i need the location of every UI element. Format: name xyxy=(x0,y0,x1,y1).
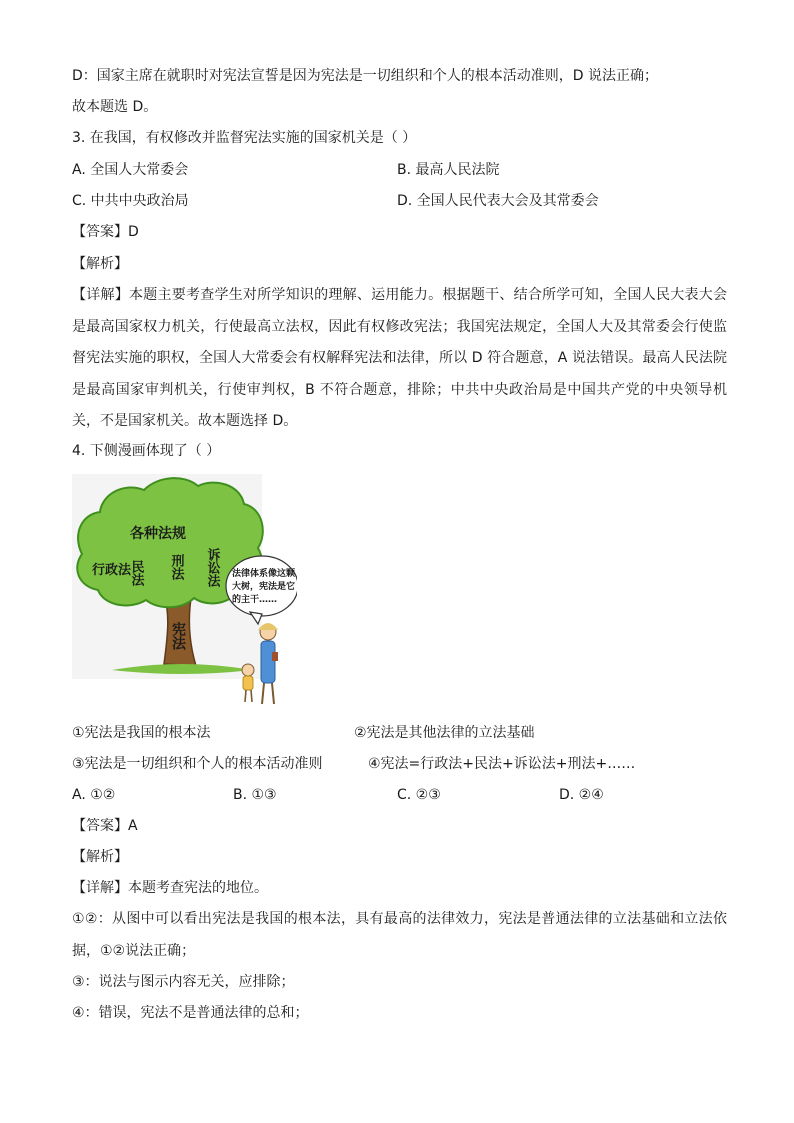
tree-label-criminal-law: 刑法 xyxy=(168,554,184,580)
q3-stem: 3. 在我国，有权修改并监督宪法实施的国家机关是（ ） xyxy=(72,130,417,146)
prev-option-d-explanation: D：国家主席在就职时对宪法宣誓是因为宪法是一切组织和个人的根本活动准则，D 说法正确； xyxy=(72,68,659,84)
tree-label-civil-law: 民法 xyxy=(128,560,144,586)
tree-label-constitution: 宪法 xyxy=(170,622,186,650)
q4-statement-1: ①宪法是我国的根本法 xyxy=(72,725,211,741)
q3-answer: 【答案】D xyxy=(72,224,139,240)
q4-option-b: B. ①③ xyxy=(233,787,277,803)
q4-explain-12: ①②：从图中可以看出宪法是我国的根本法，具有最高的法律效力，宪法是普通法律的立法基础和立法依据，①②说法正确； xyxy=(72,911,727,959)
q4-option-c: C. ②③ xyxy=(397,787,441,803)
law-tree-cartoon xyxy=(72,474,297,710)
tree-label-administrative-law: 行政法 xyxy=(92,563,132,578)
q4-stem: 4. 下侧漫画体现了（ ） xyxy=(72,443,221,459)
q4-statement-4: ④宪法=行政法+民法+诉讼法+刑法+…… xyxy=(368,756,636,772)
q4-option-d: D. ②④ xyxy=(559,787,604,803)
q4-analysis-heading: 【解析】 xyxy=(72,849,128,865)
q3-detail: 【详解】本题主要考查学生对所学知识的理解、运用能力。根据题干、结合所学可知，全国人民大表大会是最高国家权力机关，行使最高立法权，因此有权修改宪法；我国宪法规定，全国人大及其常委会行使监督宪法实施的职权，全国人大常委会有权解释宪法和法律，所以 D 符合题意，A 说法错误。最高人民法院是最高国家审判机关，行使审判权，B 不符合题意，排除；中共中央政治局是中国共产党的中央领导机关，不是国家机关。故本题选择 D。 xyxy=(72,287,727,429)
q4-explain-3: ③：说法与图示内容无关，应排除； xyxy=(72,974,295,990)
q4-explain-4: ④：错误，宪法不是普通法律的总和； xyxy=(72,1005,309,1021)
q4-detail-heading: 【详解】本题考查宪法的地位。 xyxy=(72,880,268,896)
q3-option-c: C. 中共中央政治局 xyxy=(72,193,189,209)
q3-option-a: A. 全国人大常委会 xyxy=(72,162,189,178)
woman-figure xyxy=(258,623,278,704)
q4-statement-3: ③宪法是一切组织和个人的根本活动准则 xyxy=(72,756,323,772)
bubble-line-3: 的主干…… xyxy=(232,595,278,605)
q3-analysis-heading: 【解析】 xyxy=(72,256,128,272)
tree-label-procedural-law: 诉讼法 xyxy=(204,548,220,587)
q3-option-b: B. 最高人民法院 xyxy=(397,162,500,178)
bubble-line-2: 大树，宪法是它 xyxy=(232,582,296,592)
q4-statement-2: ②宪法是其他法律的立法基础 xyxy=(354,725,535,741)
q3-option-d: D. 全国人民代表大会及其常委会 xyxy=(397,193,599,209)
q4-option-a: A. ①② xyxy=(72,787,116,803)
tree-label-regulations: 各种法规 xyxy=(130,526,186,542)
bubble-line-1: 法律体系像这颗 xyxy=(232,569,296,579)
child-figure xyxy=(242,664,254,702)
q4-answer: 【答案】A xyxy=(72,818,138,834)
prev-conclusion: 故本题选 D。 xyxy=(72,99,158,115)
